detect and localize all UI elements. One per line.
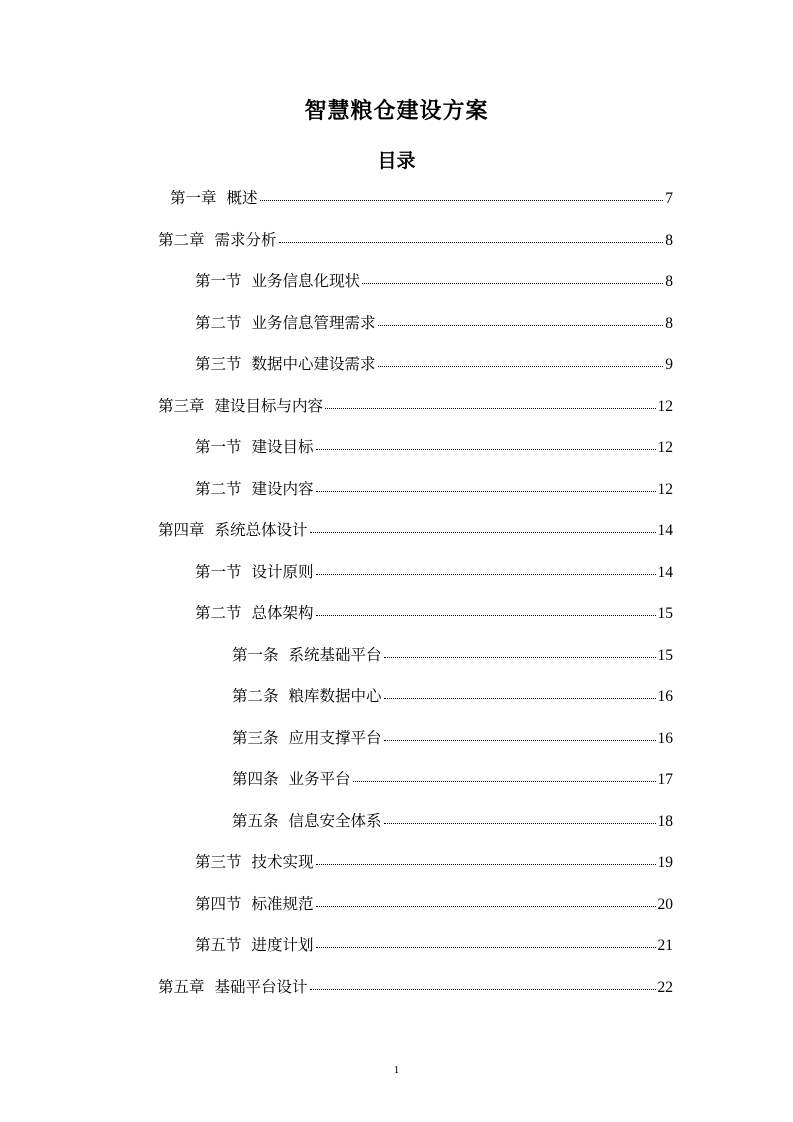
toc-entry-title: 基础平台设计 [214,977,308,996]
toc-entry-page: 21 [657,937,673,954]
toc-entry-number: 第一条 [232,645,279,664]
toc-dot-leader [316,573,656,575]
toc-entry[interactable] [195,477,673,501]
toc-dot-leader [362,282,663,284]
toc-dot-leader [316,863,656,865]
toc-dot-leader [260,199,664,201]
toc-dot-leader [316,448,656,450]
toc-entry-page: 12 [657,439,673,456]
toc-entry-title: 业务信息化现状 [251,272,361,290]
toc-entry-title: 建设目标与内容 [214,396,324,415]
toc-entry-title: 系统基础平台 [288,645,382,664]
toc-dot-leader [325,407,655,409]
toc-dot-leader [316,490,656,492]
toc-entry-number: 第二节 [195,479,242,498]
toc-entry[interactable] [195,311,673,335]
toc-entry-title: 需求分析 [214,230,277,249]
toc-entry-page: 8 [665,314,673,332]
toc-entry-number: 第一节 [195,272,242,290]
toc-entry-title: 建设内容 [251,479,314,498]
toc-entry[interactable] [195,435,673,459]
toc-entry-title: 数据中心建设需求 [251,355,376,373]
toc-entry[interactable] [170,186,673,210]
toc-entry[interactable] [158,518,673,542]
toc-entry-page: 20 [657,895,673,913]
toc-entry-number: 第一章 [170,189,217,207]
toc-entry[interactable] [195,560,673,584]
toc-entry-page: 15 [657,605,673,622]
toc-entry-number: 第二节 [195,313,242,332]
toc-entry-number: 第一节 [195,562,242,581]
toc-entry-title: 标准规范 [251,894,314,913]
toc-entry-number: 第二节 [195,604,242,622]
toc-entry-page: 8 [665,231,673,249]
toc-entry-page: 14 [657,563,673,581]
toc-entry-number: 第一节 [195,438,242,456]
toc-entry-number: 第五章 [158,977,205,996]
toc-entry-title: 应用支撑平台 [288,728,382,747]
toc-entry-number: 第四章 [158,521,205,539]
toc-entry-page: 12 [657,480,673,498]
toc-dot-leader [279,241,664,243]
toc-dot-leader [316,946,656,948]
toc-entry-number: 第三条 [232,728,279,747]
toc-entry-title: 粮库数据中心 [288,687,382,705]
toc-entry-title: 总体架构 [251,604,314,622]
toc-entry-number: 第二条 [232,687,279,705]
document-title: 智慧粮仓建设方案 [304,99,489,124]
toc-entry-title: 系统总体设计 [214,521,308,539]
toc-entry-number: 第三章 [158,396,205,415]
toc-entry[interactable] [232,643,673,667]
toc-dot-leader [384,656,656,658]
toc-dot-leader [378,365,664,367]
toc-entry-number: 第五节 [195,936,242,954]
toc-dot-leader [384,697,656,699]
toc-entry-page: 22 [657,978,673,996]
toc-entry[interactable] [195,269,673,293]
toc-dot-leader [310,988,656,990]
toc-entry[interactable] [195,601,673,625]
toc-dot-leader [310,531,656,533]
toc-entry[interactable] [158,394,673,418]
toc-entry[interactable] [195,850,673,874]
toc-entry[interactable] [195,352,673,376]
toc-entry-page: 12 [657,397,673,415]
toc-entry-number: 第二章 [158,230,205,249]
toc-entry[interactable] [158,228,673,252]
toc-entry-page: 17 [657,771,673,788]
toc-entry-page: 9 [665,356,673,373]
toc-heading: 目录 [377,150,416,172]
toc-entry-page: 18 [657,812,673,830]
toc-entry[interactable] [195,933,673,957]
toc-entry-page: 16 [657,729,673,747]
toc-entry[interactable] [232,684,673,708]
toc-entry-number: 第五条 [232,811,279,830]
toc-entry[interactable] [158,975,673,999]
toc-entry-title: 信息安全体系 [288,811,382,830]
toc-entry-title: 进度计划 [251,936,314,954]
toc-entry-title: 设计原则 [251,562,314,581]
toc-entry-page: 8 [665,273,673,290]
toc-entry-title: 概述 [226,189,258,207]
toc-entry-title: 建设目标 [251,438,314,456]
toc-entry-page: 7 [665,190,673,207]
toc-dot-leader [378,324,664,326]
toc-entry[interactable] [232,809,673,833]
toc-entry-number: 第四条 [232,770,279,788]
toc-entry-title: 业务信息管理需求 [251,313,376,332]
page-number: 1 [393,1064,400,1076]
toc-entry-title: 技术实现 [251,853,314,871]
toc-entry-number: 第三节 [195,355,242,373]
toc-entry-page: 14 [657,522,673,539]
toc-entry-number: 第四节 [195,894,242,913]
toc-dot-leader [384,739,656,741]
toc-entry-page: 15 [657,646,673,664]
toc-entry[interactable] [232,767,673,791]
toc-entry[interactable] [195,892,673,916]
toc-dot-leader [384,822,656,824]
toc-dot-leader [353,780,656,782]
toc-dot-leader [316,614,656,616]
toc-entry-page: 16 [657,688,673,705]
toc-entry-page: 19 [657,854,673,871]
toc-dot-leader [316,905,656,907]
toc-entry-title: 业务平台 [288,770,351,788]
toc-entry-number: 第三节 [195,853,242,871]
toc-entry[interactable] [232,726,673,750]
